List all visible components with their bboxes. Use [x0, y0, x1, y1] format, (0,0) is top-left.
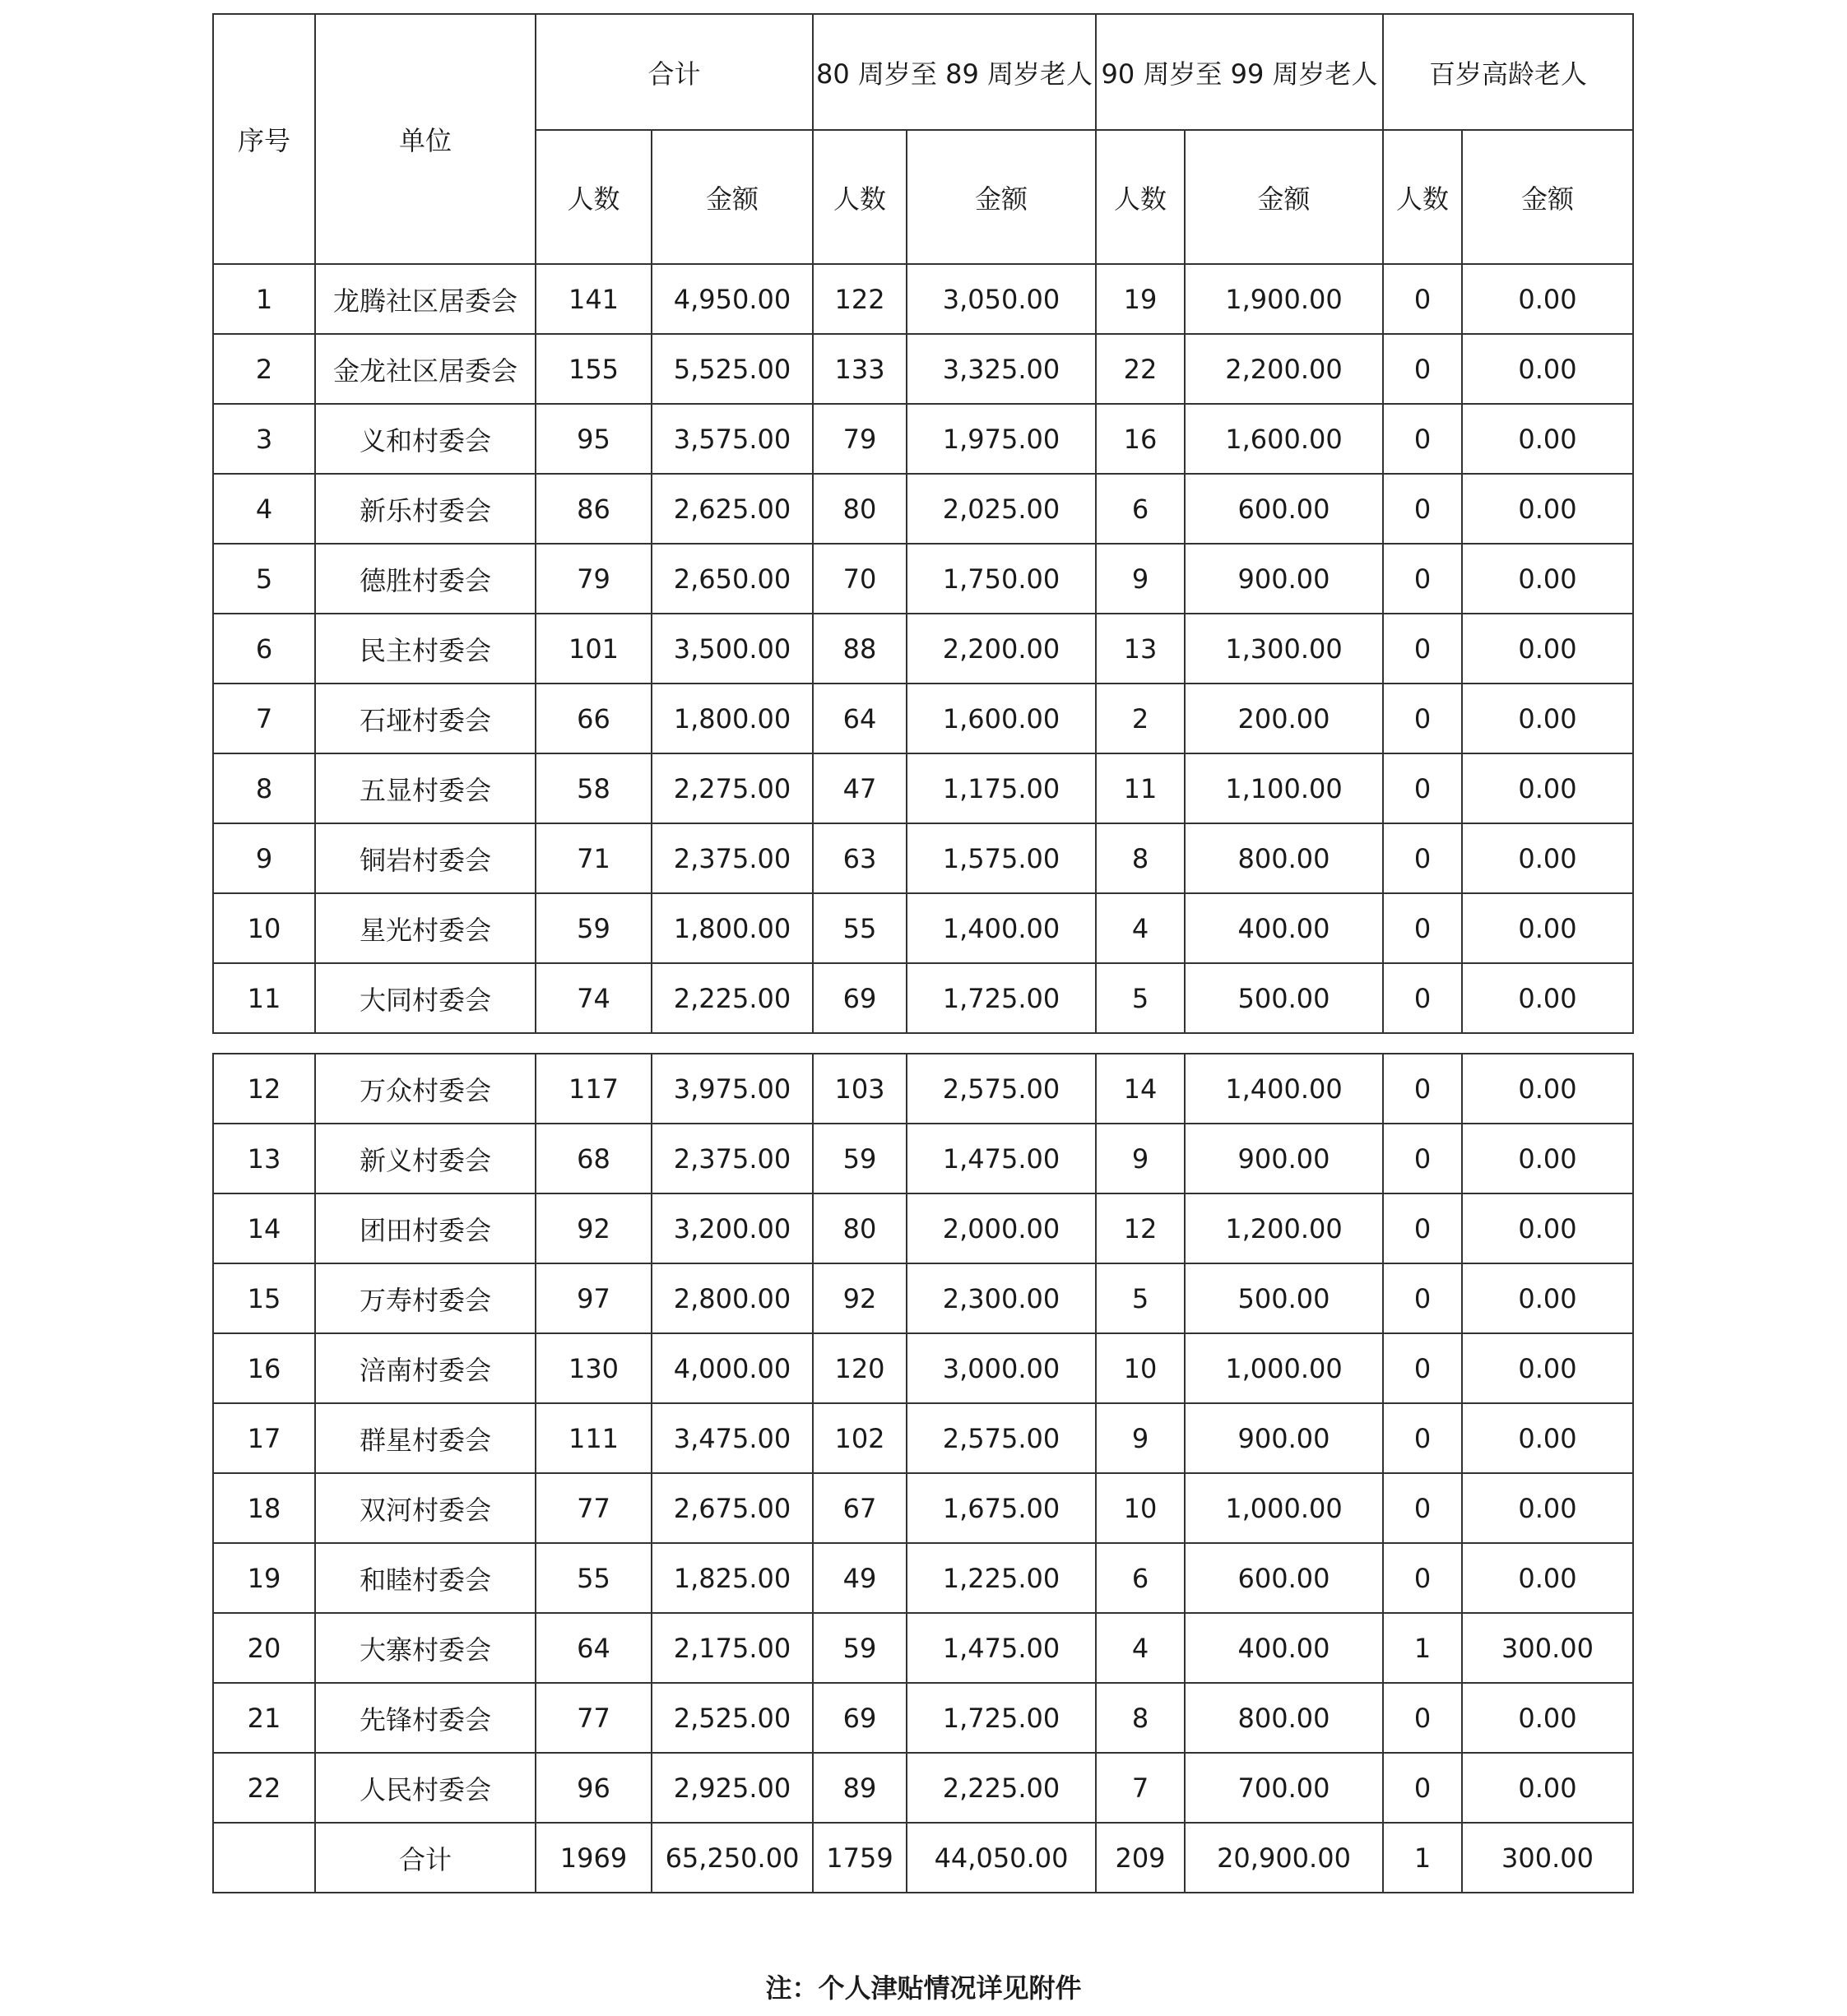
- cell-unit: 群星村委会: [315, 1403, 536, 1473]
- cell-seq: 17: [213, 1403, 315, 1473]
- cell-80-89-amount: 3,325.00: [907, 334, 1096, 404]
- cell-90-99-count: 5: [1096, 1263, 1185, 1333]
- cell-80-89-count: 102: [813, 1403, 907, 1473]
- cell-total-amount: 65,250.00: [652, 1823, 813, 1893]
- cell-total-amount: 2,375.00: [652, 1124, 813, 1193]
- cell-total-amount: 2,525.00: [652, 1683, 813, 1753]
- cell-unit: 团田村委会: [315, 1193, 536, 1263]
- header-seq: 序号: [213, 14, 315, 264]
- cell-total-amount: 2,225.00: [652, 963, 813, 1033]
- cell-90-99-count: 8: [1096, 823, 1185, 893]
- cell-100-count: 0: [1383, 1333, 1462, 1403]
- table-row: [213, 264, 1633, 334]
- cell-90-99-count: 9: [1096, 544, 1185, 614]
- cell-80-89-count: 70: [813, 544, 907, 614]
- table-row: [213, 893, 1633, 963]
- cell-total-count: 155: [536, 334, 652, 404]
- cell-100-amount: 0.00: [1462, 1683, 1633, 1753]
- cell-seq: [213, 1823, 315, 1893]
- cell-seq: 19: [213, 1543, 315, 1613]
- table-row: [213, 1403, 1633, 1473]
- cell-90-99-count: 19: [1096, 264, 1185, 334]
- cell-80-89-amount: 1,225.00: [907, 1543, 1096, 1613]
- cell-90-99-amount: 20,900.00: [1185, 1823, 1383, 1893]
- cell-100-amount: 0.00: [1462, 1333, 1633, 1403]
- header-amount: 金额: [1185, 130, 1383, 264]
- cell-80-89-count: 69: [813, 1683, 907, 1753]
- cell-unit: 石垭村委会: [315, 684, 536, 753]
- cell-80-89-count: 92: [813, 1263, 907, 1333]
- cell-seq: 18: [213, 1473, 315, 1543]
- header-group-total: 合计: [536, 14, 813, 130]
- cell-90-99-amount: 1,400.00: [1185, 1054, 1383, 1124]
- total-row: [213, 1823, 1633, 1893]
- cell-90-99-count: 10: [1096, 1473, 1185, 1543]
- cell-100-amount: 0.00: [1462, 474, 1633, 544]
- cell-total-count: 74: [536, 963, 652, 1033]
- cell-100-count: 0: [1383, 474, 1462, 544]
- table-row: [213, 1054, 1633, 1124]
- cell-seq: 3: [213, 404, 315, 474]
- cell-100-count: 0: [1383, 614, 1462, 684]
- cell-total-amount: 2,800.00: [652, 1263, 813, 1333]
- cell-total-amount: 3,500.00: [652, 614, 813, 684]
- cell-100-amount: 0.00: [1462, 334, 1633, 404]
- cell-unit: 大同村委会: [315, 963, 536, 1033]
- cell-100-amount: 0.00: [1462, 1473, 1633, 1543]
- cell-80-89-amount: 1,400.00: [907, 893, 1096, 963]
- cell-80-89-amount: 2,300.00: [907, 1263, 1096, 1333]
- cell-total-amount: 4,000.00: [652, 1333, 813, 1403]
- cell-unit: 铜岩村委会: [315, 823, 536, 893]
- cell-seq: 21: [213, 1683, 315, 1753]
- cell-100-amount: 0.00: [1462, 753, 1633, 823]
- cell-80-89-amount: 1,475.00: [907, 1124, 1096, 1193]
- cell-80-89-count: 47: [813, 753, 907, 823]
- cell-total-amount: 2,375.00: [652, 823, 813, 893]
- cell-80-89-count: 59: [813, 1613, 907, 1683]
- cell-80-89-count: 120: [813, 1333, 907, 1403]
- cell-unit: 新乐村委会: [315, 474, 536, 544]
- cell-80-89-count: 64: [813, 684, 907, 753]
- header-group-90-99: 90 周岁至 99 周岁老人: [1096, 14, 1383, 130]
- cell-unit: 人民村委会: [315, 1753, 536, 1823]
- cell-80-89-count: 103: [813, 1054, 907, 1124]
- header-amount: 金额: [652, 130, 813, 264]
- cell-80-89-amount: 1,975.00: [907, 404, 1096, 474]
- cell-90-99-amount: 2,200.00: [1185, 334, 1383, 404]
- cell-90-99-count: 13: [1096, 614, 1185, 684]
- cell-total-count: 79: [536, 544, 652, 614]
- cell-100-amount: 0.00: [1462, 614, 1633, 684]
- cell-total-amount: 4,950.00: [652, 264, 813, 334]
- cell-seq: 7: [213, 684, 315, 753]
- cell-90-99-amount: 900.00: [1185, 544, 1383, 614]
- header-count: 人数: [536, 130, 652, 264]
- cell-100-amount: 0.00: [1462, 1263, 1633, 1333]
- cell-seq: 16: [213, 1333, 315, 1403]
- cell-100-amount: 0.00: [1462, 893, 1633, 963]
- cell-90-99-count: 9: [1096, 1124, 1185, 1193]
- cell-total-amount: 2,925.00: [652, 1753, 813, 1823]
- cell-80-89-count: 1759: [813, 1823, 907, 1893]
- header-amount: 金额: [1462, 130, 1633, 264]
- cell-90-99-amount: 1,300.00: [1185, 614, 1383, 684]
- cell-total-count: 86: [536, 474, 652, 544]
- cell-80-89-amount: 44,050.00: [907, 1823, 1096, 1893]
- header-count: 人数: [1096, 130, 1185, 264]
- cell-100-count: 0: [1383, 1124, 1462, 1193]
- cell-90-99-count: 2: [1096, 684, 1185, 753]
- cell-90-99-amount: 800.00: [1185, 823, 1383, 893]
- cell-100-amount: 0.00: [1462, 264, 1633, 334]
- table-row: [213, 1753, 1633, 1823]
- cell-90-99-amount: 400.00: [1185, 1613, 1383, 1683]
- cell-80-89-count: 88: [813, 614, 907, 684]
- table-row: [213, 823, 1633, 893]
- cell-90-99-amount: 600.00: [1185, 474, 1383, 544]
- table-row: [213, 1613, 1633, 1683]
- table-row: [213, 963, 1633, 1033]
- header-group-80-89: 80 周岁至 89 周岁老人: [813, 14, 1096, 130]
- header-count: 人数: [1383, 130, 1462, 264]
- cell-total-amount: 1,825.00: [652, 1543, 813, 1613]
- cell-80-89-amount: 2,200.00: [907, 614, 1096, 684]
- cell-total-amount: 1,800.00: [652, 684, 813, 753]
- cell-unit: 大寨村委会: [315, 1613, 536, 1683]
- cell-90-99-count: 6: [1096, 1543, 1185, 1613]
- cell-unit: 五显村委会: [315, 753, 536, 823]
- cell-90-99-amount: 900.00: [1185, 1124, 1383, 1193]
- cell-100-amount: 0.00: [1462, 963, 1633, 1033]
- cell-seq: 6: [213, 614, 315, 684]
- cell-90-99-count: 12: [1096, 1193, 1185, 1263]
- cell-unit: 龙腾社区居委会: [315, 264, 536, 334]
- footnote: 注：个人津贴情况详见附件: [765, 1972, 1082, 2004]
- header-group-100: 百岁高龄老人: [1383, 14, 1633, 130]
- cell-unit: 义和村委会: [315, 404, 536, 474]
- cell-80-89-count: 80: [813, 474, 907, 544]
- cell-unit: 双河村委会: [315, 1473, 536, 1543]
- cell-unit: 万寿村委会: [315, 1263, 536, 1333]
- header-amount: 金额: [907, 130, 1096, 264]
- table-row: [213, 1543, 1633, 1613]
- cell-100-count: 0: [1383, 963, 1462, 1033]
- cell-100-count: 0: [1383, 1473, 1462, 1543]
- cell-90-99-count: 22: [1096, 334, 1185, 404]
- cell-100-amount: 0.00: [1462, 1543, 1633, 1613]
- cell-100-amount: 0.00: [1462, 1054, 1633, 1124]
- table-row: [213, 1263, 1633, 1333]
- cell-unit: 万众村委会: [315, 1054, 536, 1124]
- cell-80-89-amount: 2,575.00: [907, 1403, 1096, 1473]
- cell-unit: 合计: [315, 1823, 536, 1893]
- table-body: [213, 1054, 1633, 1893]
- cell-seq: 14: [213, 1193, 315, 1263]
- cell-seq: 22: [213, 1753, 315, 1823]
- cell-100-count: 0: [1383, 1263, 1462, 1333]
- cell-seq: 20: [213, 1613, 315, 1683]
- cell-90-99-amount: 200.00: [1185, 684, 1383, 753]
- cell-80-89-count: 55: [813, 893, 907, 963]
- cell-100-count: 0: [1383, 753, 1462, 823]
- cell-total-amount: 3,575.00: [652, 404, 813, 474]
- cell-100-count: 0: [1383, 1193, 1462, 1263]
- cell-80-89-count: 49: [813, 1543, 907, 1613]
- cell-100-count: 1: [1383, 1613, 1462, 1683]
- cell-90-99-count: 8: [1096, 1683, 1185, 1753]
- cell-seq: 15: [213, 1263, 315, 1333]
- cell-100-amount: 300.00: [1462, 1613, 1633, 1683]
- cell-100-count: 0: [1383, 1683, 1462, 1753]
- cell-total-amount: 5,525.00: [652, 334, 813, 404]
- table-row: [213, 404, 1633, 474]
- cell-seq: 12: [213, 1054, 315, 1124]
- table-row: [213, 684, 1633, 753]
- table-row: [213, 614, 1633, 684]
- cell-90-99-amount: 1,900.00: [1185, 264, 1383, 334]
- cell-total-amount: 1,800.00: [652, 893, 813, 963]
- cell-100-count: 0: [1383, 1753, 1462, 1823]
- cell-90-99-amount: 1,000.00: [1185, 1333, 1383, 1403]
- cell-80-89-count: 63: [813, 823, 907, 893]
- table-row: [213, 544, 1633, 614]
- cell-total-amount: 3,475.00: [652, 1403, 813, 1473]
- cell-90-99-count: 11: [1096, 753, 1185, 823]
- header-count: 人数: [813, 130, 907, 264]
- cell-unit: 先锋村委会: [315, 1683, 536, 1753]
- cell-80-89-count: 89: [813, 1753, 907, 1823]
- cell-80-89-amount: 1,475.00: [907, 1613, 1096, 1683]
- cell-seq: 1: [213, 264, 315, 334]
- cell-80-89-amount: 1,725.00: [907, 963, 1096, 1033]
- cell-seq: 11: [213, 963, 315, 1033]
- table-row: [213, 753, 1633, 823]
- cell-seq: 2: [213, 334, 315, 404]
- cell-total-count: 77: [536, 1473, 652, 1543]
- cell-90-99-amount: 800.00: [1185, 1683, 1383, 1753]
- cell-100-count: 0: [1383, 334, 1462, 404]
- cell-90-99-count: 7: [1096, 1753, 1185, 1823]
- cell-total-count: 92: [536, 1193, 652, 1263]
- table-row: [213, 474, 1633, 544]
- cell-100-amount: 0.00: [1462, 404, 1633, 474]
- cell-80-89-amount: 2,225.00: [907, 1753, 1096, 1823]
- cell-100-amount: 0.00: [1462, 1403, 1633, 1473]
- cell-seq: 9: [213, 823, 315, 893]
- cell-unit: 民主村委会: [315, 614, 536, 684]
- cell-unit: 金龙社区居委会: [315, 334, 536, 404]
- cell-total-count: 58: [536, 753, 652, 823]
- cell-unit: 星光村委会: [315, 893, 536, 963]
- cell-seq: 8: [213, 753, 315, 823]
- cell-90-99-amount: 500.00: [1185, 1263, 1383, 1333]
- cell-80-89-amount: 3,000.00: [907, 1333, 1096, 1403]
- cell-90-99-amount: 600.00: [1185, 1543, 1383, 1613]
- cell-80-89-count: 67: [813, 1473, 907, 1543]
- cell-total-count: 96: [536, 1753, 652, 1823]
- cell-100-amount: 0.00: [1462, 1753, 1633, 1823]
- table-body: [213, 14, 1633, 1033]
- cell-90-99-amount: 1,000.00: [1185, 1473, 1383, 1543]
- cell-total-count: 141: [536, 264, 652, 334]
- cell-total-count: 59: [536, 893, 652, 963]
- cell-80-89-count: 59: [813, 1124, 907, 1193]
- cell-90-99-count: 14: [1096, 1054, 1185, 1124]
- cell-80-89-amount: 1,750.00: [907, 544, 1096, 614]
- cell-total-count: 111: [536, 1403, 652, 1473]
- cell-seq: 13: [213, 1124, 315, 1193]
- cell-100-count: 0: [1383, 1054, 1462, 1124]
- cell-unit: 和睦村委会: [315, 1543, 536, 1613]
- cell-100-amount: 0.00: [1462, 1124, 1633, 1193]
- cell-100-count: 0: [1383, 823, 1462, 893]
- cell-100-amount: 0.00: [1462, 1193, 1633, 1263]
- cell-90-99-count: 4: [1096, 893, 1185, 963]
- cell-80-89-amount: 1,600.00: [907, 684, 1096, 753]
- cell-100-count: 0: [1383, 544, 1462, 614]
- table-row: [213, 1473, 1633, 1543]
- cell-90-99-amount: 400.00: [1185, 893, 1383, 963]
- table-row: [213, 1333, 1633, 1403]
- table-row: [213, 1193, 1633, 1263]
- cell-total-count: 55: [536, 1543, 652, 1613]
- cell-seq: 5: [213, 544, 315, 614]
- subsidy-table-part-2: [212, 1053, 1634, 1893]
- table-row: [213, 1683, 1633, 1753]
- cell-80-89-count: 69: [813, 963, 907, 1033]
- cell-100-amount: 0.00: [1462, 823, 1633, 893]
- cell-80-89-amount: 2,025.00: [907, 474, 1096, 544]
- cell-total-amount: 3,975.00: [652, 1054, 813, 1124]
- cell-80-89-amount: 1,725.00: [907, 1683, 1096, 1753]
- cell-total-count: 117: [536, 1054, 652, 1124]
- cell-90-99-count: 209: [1096, 1823, 1185, 1893]
- table-row: [213, 1124, 1633, 1193]
- cell-total-count: 77: [536, 1683, 652, 1753]
- cell-90-99-count: 10: [1096, 1333, 1185, 1403]
- cell-90-99-amount: 900.00: [1185, 1403, 1383, 1473]
- cell-80-89-amount: 1,575.00: [907, 823, 1096, 893]
- cell-90-99-amount: 1,100.00: [1185, 753, 1383, 823]
- cell-90-99-amount: 700.00: [1185, 1753, 1383, 1823]
- cell-80-89-amount: 3,050.00: [907, 264, 1096, 334]
- cell-total-amount: 2,175.00: [652, 1613, 813, 1683]
- cell-total-amount: 3,200.00: [652, 1193, 813, 1263]
- cell-90-99-count: 9: [1096, 1403, 1185, 1473]
- cell-100-count: 0: [1383, 684, 1462, 753]
- cell-90-99-amount: 1,200.00: [1185, 1193, 1383, 1263]
- cell-total-count: 68: [536, 1124, 652, 1193]
- header-row-groups: [213, 14, 1633, 130]
- cell-unit: 涪南村委会: [315, 1333, 536, 1403]
- cell-total-amount: 2,625.00: [652, 474, 813, 544]
- subsidy-table-part-1: [212, 13, 1634, 1034]
- cell-total-count: 66: [536, 684, 652, 753]
- table-row: [213, 334, 1633, 404]
- cell-90-99-count: 6: [1096, 474, 1185, 544]
- cell-total-amount: 2,675.00: [652, 1473, 813, 1543]
- header-unit: 单位: [315, 14, 536, 264]
- cell-total-count: 97: [536, 1263, 652, 1333]
- cell-100-count: 0: [1383, 893, 1462, 963]
- cell-90-99-amount: 500.00: [1185, 963, 1383, 1033]
- cell-80-89-count: 79: [813, 404, 907, 474]
- cell-100-amount: 0.00: [1462, 684, 1633, 753]
- cell-100-count: 1: [1383, 1823, 1462, 1893]
- cell-80-89-amount: 1,675.00: [907, 1473, 1096, 1543]
- cell-total-count: 1969: [536, 1823, 652, 1893]
- cell-100-amount: 0.00: [1462, 544, 1633, 614]
- cell-80-89-count: 122: [813, 264, 907, 334]
- cell-unit: 德胜村委会: [315, 544, 536, 614]
- cell-seq: 4: [213, 474, 315, 544]
- cell-total-count: 95: [536, 404, 652, 474]
- cell-90-99-count: 4: [1096, 1613, 1185, 1683]
- cell-90-99-count: 5: [1096, 963, 1185, 1033]
- cell-total-count: 64: [536, 1613, 652, 1683]
- cell-total-count: 71: [536, 823, 652, 893]
- cell-100-count: 0: [1383, 404, 1462, 474]
- cell-total-count: 101: [536, 614, 652, 684]
- cell-80-89-amount: 2,575.00: [907, 1054, 1096, 1124]
- cell-100-count: 0: [1383, 1403, 1462, 1473]
- cell-seq: 10: [213, 893, 315, 963]
- cell-90-99-amount: 1,600.00: [1185, 404, 1383, 474]
- cell-80-89-amount: 1,175.00: [907, 753, 1096, 823]
- cell-unit: 新义村委会: [315, 1124, 536, 1193]
- cell-80-89-amount: 2,000.00: [907, 1193, 1096, 1263]
- cell-100-count: 0: [1383, 1543, 1462, 1613]
- cell-90-99-count: 16: [1096, 404, 1185, 474]
- cell-80-89-count: 133: [813, 334, 907, 404]
- cell-total-amount: 2,275.00: [652, 753, 813, 823]
- cell-80-89-count: 80: [813, 1193, 907, 1263]
- cell-total-count: 130: [536, 1333, 652, 1403]
- cell-100-amount: 300.00: [1462, 1823, 1633, 1893]
- cell-100-count: 0: [1383, 264, 1462, 334]
- cell-total-amount: 2,650.00: [652, 544, 813, 614]
